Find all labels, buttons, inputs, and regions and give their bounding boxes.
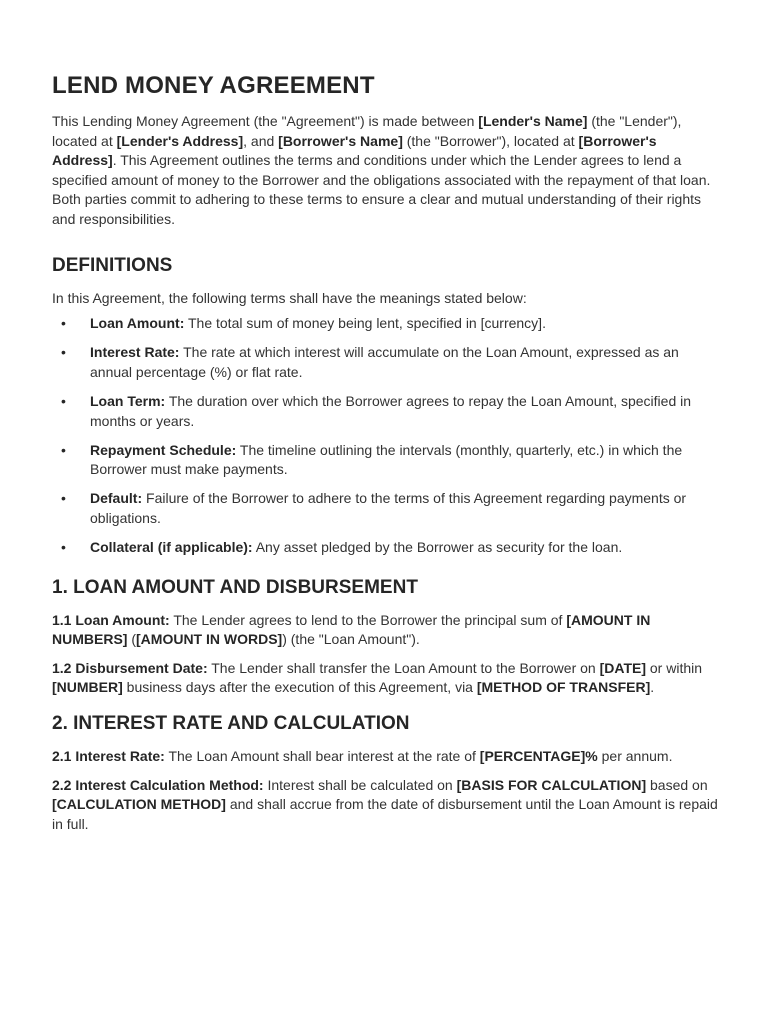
definition-item: [52, 489, 718, 528]
clause-text: and shall accrue from the date of disbursement until the Loan Amount is repaid in full.: [52, 796, 718, 832]
definition-text: Any asset pledged by the Borrower as security for the loan.: [252, 539, 623, 555]
transfer-method-placeholder: [METHOD OF TRANSFER]: [476, 679, 651, 696]
definition-term: Interest Rate:: [90, 344, 180, 361]
clause-text: based on: [646, 776, 708, 793]
definition-text: Failure of the Borrower to adhere to the terms of this Agreement regarding payments or obligations.: [90, 490, 687, 526]
intro-text: (the "Lender"), located at: [52, 113, 682, 149]
intro-text: (the "Borrower"), located at: [402, 132, 579, 149]
clause-text: The Loan Amount shall bear interest at the rate of: [164, 747, 480, 764]
clause-label: 2.1 Interest Rate:: [52, 747, 165, 764]
clause-1-1: [52, 611, 718, 650]
definitions-list: [52, 314, 718, 557]
clause-label: 2.2 Interest Calculation Method:: [52, 776, 264, 793]
definitions-heading: DEFINITIONS: [52, 254, 173, 276]
definition-item: [52, 343, 718, 382]
amount-numbers-placeholder: [AMOUNT IN NUMBERS]: [52, 611, 651, 648]
bullet-icon: •: [61, 344, 66, 361]
number-placeholder: [NUMBER]: [52, 679, 123, 696]
clause-label: 1.2 Disbursement Date:: [52, 659, 208, 676]
clause-text: .: [650, 679, 655, 696]
section-1-heading: 1. LOAN AMOUNT AND DISBURSEMENT: [52, 576, 418, 598]
bullet-icon: •: [61, 441, 66, 458]
lender-name-placeholder: [Lender's Name]: [478, 113, 588, 129]
clause-text: business days after the execution of this Agreement, via: [122, 679, 477, 696]
bullet-icon: •: [61, 490, 66, 507]
definition-term: Collateral (if applicable):: [90, 539, 253, 555]
intro-paragraph: [52, 112, 718, 230]
definition-item: [52, 538, 718, 558]
definition-text: The timeline outlining the intervals (monthly, quarterly, etc.) in which the Borrower must make payments.: [90, 441, 683, 478]
section-2-heading: 2. INTEREST RATE AND CALCULATION: [52, 712, 410, 734]
definition-term: Default:: [90, 490, 143, 507]
clause-2-2: [52, 776, 718, 835]
bullet-icon: •: [61, 392, 66, 409]
date-placeholder: [DATE]: [599, 659, 646, 676]
definition-text: The rate at which interest will accumulate on the Loan Amount, expressed as an annual percentage (%) or flat rate.: [90, 344, 679, 380]
amount-words-placeholder: [AMOUNT IN WORDS]: [136, 631, 283, 648]
calculation-method-placeholder: [CALCULATION METHOD]: [52, 796, 226, 813]
clause-text: or within: [646, 659, 703, 676]
definition-item: [52, 392, 718, 431]
bullet-icon: •: [61, 539, 66, 555]
document-title: LEND MONEY AGREEMENT: [52, 72, 375, 99]
definition-term: Loan Amount:: [90, 315, 185, 332]
definitions-lead: In this Agreement, the following terms shall have the meanings stated below:: [52, 289, 527, 306]
clause-text: per annum.: [597, 747, 673, 764]
clause-text: The Lender shall transfer the Loan Amount to the Borrower on: [207, 659, 600, 676]
definition-term: Repayment Schedule:: [90, 441, 237, 458]
definition-text: The duration over which the Borrower agrees to repay the Loan Amount, specified in months or years.: [90, 392, 692, 429]
clause-text: The Lender agrees to lend to the Borrower the principal sum of: [169, 611, 567, 628]
intro-text: . This Agreement outlines the terms and conditions under which the Lender agrees to lend a specified amount of money to the Borrower and the obligations associated with the repayment of that loan. Both parties commit to adhering to these terms to ensure a clear and mutual understanding of their rights and responsibilities.: [52, 152, 711, 227]
intro-text: , and: [243, 132, 279, 149]
lender-address-placeholder: [Lender's Address]: [116, 132, 244, 149]
clause-2-1: [52, 747, 718, 767]
definition-item: [52, 441, 718, 480]
clause-1-2: [52, 659, 718, 698]
definition-text: The total sum of money being lent, specified in [currency].: [184, 315, 546, 332]
definition-term: Loan Term:: [90, 392, 166, 409]
clause-label: 1.1 Loan Amount:: [52, 611, 170, 628]
clause-text: Interest shall be calculated on: [263, 776, 457, 793]
percentage-placeholder: [PERCENTAGE]%: [479, 747, 598, 764]
borrower-name-placeholder: [Borrower's Name]: [278, 132, 403, 149]
clause-text: ) (the "Loan Amount").: [282, 631, 420, 648]
intro-text: This Lending Money Agreement (the "Agreement") is made between: [52, 113, 479, 129]
calculation-basis-placeholder: [BASIS FOR CALCULATION]: [456, 776, 647, 793]
bullet-icon: •: [61, 315, 66, 332]
clause-text: (: [127, 631, 137, 648]
borrower-address-placeholder: [Borrower's Address]: [52, 132, 657, 169]
definition-item: [52, 314, 718, 334]
